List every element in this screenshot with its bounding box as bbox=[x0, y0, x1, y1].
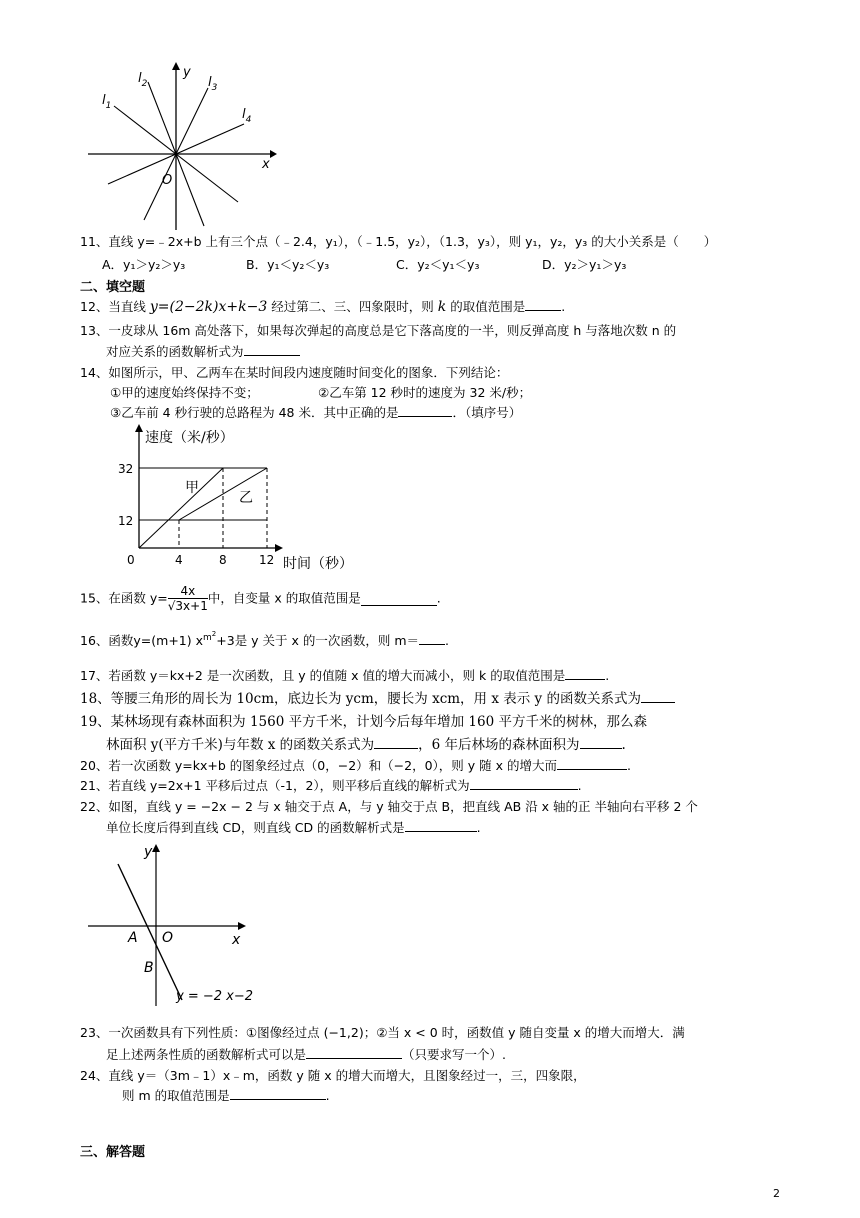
q14-conclusion-3: ③乙车前 4 秒行驶的总路程为 48 米．其中正确的是 ．（填序号） bbox=[110, 405, 522, 420]
q11-option-c: C．y₂＜y₁＜y₃ bbox=[396, 257, 480, 272]
answer-blank[interactable] bbox=[580, 735, 622, 749]
question-16: 16、函数y=(m+1) $x^{m^2}+3$是 y 关于 x 的一次函数，则 m＝ . bbox=[80, 630, 450, 649]
label-jia: 甲 bbox=[185, 480, 199, 496]
question-24-line2: 则 m 的取值范围是 . bbox=[122, 1088, 330, 1103]
l4-label: $l_4$ bbox=[242, 107, 252, 125]
question-13-line2: 对应关系的函数解析式为 bbox=[106, 342, 300, 362]
answer-blank[interactable] bbox=[361, 592, 437, 606]
question-15: 15、在函数 y= $\frac{4x}{√3x+1}$ 中，自变量 x 的取值范围是 . bbox=[80, 584, 441, 613]
y-axis-arrow bbox=[135, 424, 143, 432]
lines-through-origin-figure bbox=[80, 60, 280, 235]
answer-blank[interactable] bbox=[470, 776, 578, 790]
question-18: 18、等腰三角形的周长为 10cm，底边长为 ycm，腰长为 xcm，用 x 表示 y 的函数关系式为 bbox=[80, 689, 675, 709]
x-axis-arrow bbox=[275, 544, 283, 552]
point-a-label: A bbox=[128, 930, 138, 946]
y-axis-title: 速度（米/秒） bbox=[145, 430, 234, 446]
question-11: 11、直线 y=﹣2x+b 上有三个点（﹣2.4，y₁），（﹣1.5，y₂），（1.3，y₃），则 y₁，y₂，y₃ 的大小关系是（ ） bbox=[80, 234, 717, 249]
tick-y-32: 32 bbox=[118, 462, 134, 476]
question-17: 17、若函数 y＝kx+2 是一次函数，且 y 的值随 x 值的增大而减小，则 k 的取值范围是 . bbox=[80, 668, 610, 683]
section-heading-fill-in: 二、填空题 bbox=[80, 280, 146, 295]
answer-blank[interactable] bbox=[525, 297, 561, 311]
q11-option-b: B．y₁＜y₂＜y₃ bbox=[246, 257, 330, 272]
l3-label: $l_3$ bbox=[208, 75, 218, 93]
question-22-line1: 22、如图，直线 y = −2x − 2 与 x 轴交于点 A，与 y 轴交于点 B，把直线 AB 沿 x 轴的正 半轴向右平移 2 个 bbox=[80, 799, 698, 814]
question-13-line1: 13、一皮球从 16m 高处落下，如果每次弹起的高度总是它下落高度的一半，则反弹高度 h 与落地次数 n 的 bbox=[80, 323, 677, 338]
tick-x-12: 12 bbox=[259, 553, 275, 567]
answer-blank[interactable] bbox=[374, 735, 418, 749]
tick-y-12: 12 bbox=[118, 514, 134, 528]
page-number: 2 bbox=[773, 1187, 780, 1200]
y-axis-arrow bbox=[172, 62, 180, 70]
speed-time-graph bbox=[115, 422, 375, 574]
answer-blank[interactable] bbox=[244, 342, 300, 356]
y-axis-arrow bbox=[152, 844, 160, 852]
fraction-denominator: √3x+1 bbox=[167, 599, 208, 613]
tick-x-8: 8 bbox=[219, 553, 227, 567]
question-23-line2: 足上述两条性质的函数解析式可以是 （只要求写一个）. bbox=[106, 1047, 506, 1062]
point-b-label: B bbox=[144, 960, 154, 976]
answer-blank[interactable] bbox=[405, 818, 477, 832]
question-23-line1: 23、一次函数具有下列性质：①图像经过点 (−1,2)；②当 x < 0 时，函数值 y 随自变量 x 的增大而增大．满 bbox=[80, 1025, 685, 1040]
line-equation-label: y = −2 x−2 bbox=[176, 989, 254, 1004]
q14-conclusion-1: ①甲的速度始终保持不变； bbox=[110, 385, 259, 400]
origin-label: O bbox=[162, 930, 174, 946]
x-axis-label: x bbox=[232, 932, 241, 948]
answer-blank[interactable] bbox=[230, 1086, 326, 1100]
answer-blank[interactable] bbox=[398, 403, 452, 417]
x-axis-arrow bbox=[270, 150, 277, 158]
x-axis-label: x bbox=[262, 157, 270, 172]
fraction-numerator: 4x bbox=[168, 584, 208, 599]
origin-label: O bbox=[162, 173, 173, 188]
answer-blank[interactable] bbox=[306, 1045, 402, 1059]
section-heading-solutions: 三、解答题 bbox=[80, 1145, 146, 1160]
tick-x-4: 4 bbox=[175, 553, 183, 567]
l1-label: $l_1$ bbox=[102, 93, 112, 111]
question-19-line1: 19、某林场现有森林面积为 1560 平方千米，计划今后每年增加 160 平方千米的树林，那么森 bbox=[80, 714, 647, 730]
l2-label: $l_2$ bbox=[138, 71, 148, 89]
answer-blank[interactable] bbox=[557, 756, 627, 770]
answer-blank[interactable] bbox=[641, 689, 675, 703]
question-19-line2: 林面积 y(平方千米)与年数 x 的函数关系式为 ，6 年后林场的森林面积为 . bbox=[106, 737, 626, 753]
q14-conclusion-2: ②乙车第 12 秒时的速度为 32 米/秒； bbox=[318, 385, 532, 400]
label-yi: 乙 bbox=[239, 490, 253, 506]
line-ab-figure bbox=[84, 840, 274, 1010]
question-22-line2: 单位长度后得到直线 CD，则直线 CD 的函数解析式是 . bbox=[106, 820, 481, 835]
question-20: 20、若一次函数 y=kx+b 的图象经过点（0，−2）和（−2，0），则 y 随 x 的增大而 . bbox=[80, 758, 631, 773]
q11-option-a: A．y₁＞y₂＞y₃ bbox=[102, 257, 186, 272]
jia-line bbox=[139, 468, 223, 548]
question-14-line1: 14、如图所示，甲、乙两车在某时间段内速度随时间变化的图象．下列结论： bbox=[80, 365, 509, 380]
tick-x-0: 0 bbox=[127, 553, 135, 567]
question-12: 12、当直线 y=(2−2k)x+k−3 经过第二、三、四象限时，则 k 的取值范围是 . bbox=[80, 299, 566, 315]
question-21: 21、若直线 y=2x+1 平移后过点（-1，2），则平移后直线的解析式为 . bbox=[80, 778, 582, 793]
x-axis-arrow bbox=[238, 922, 246, 930]
q11-option-d: D．y₂＞y₁＞y₃ bbox=[542, 257, 627, 272]
y-axis-label: y bbox=[144, 844, 153, 860]
answer-blank[interactable] bbox=[419, 631, 445, 645]
question-24-line1: 24、直线 y＝（3m﹣1）x﹣m，函数 y 随 x 的增大而增大，且图象经过一，三，四象限， bbox=[80, 1068, 586, 1083]
y-axis-label: y bbox=[183, 65, 191, 80]
answer-blank[interactable] bbox=[565, 666, 605, 680]
x-axis-title: 时间（秒） bbox=[283, 556, 353, 572]
